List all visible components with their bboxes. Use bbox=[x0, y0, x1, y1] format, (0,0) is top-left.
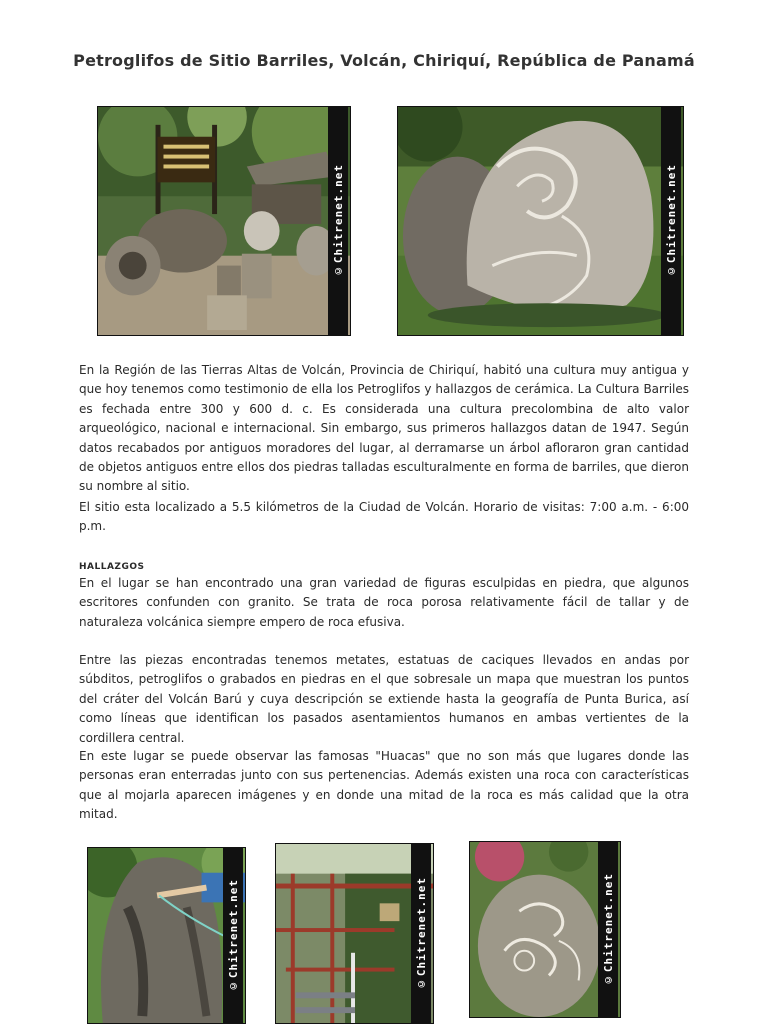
photo-wet-rock bbox=[87, 847, 246, 1024]
watermark-text: ©Chitrenet.net bbox=[331, 164, 345, 278]
findings-paragraph-2: Entre las piezas encontradas tenemos metates, estatuas de caciques llevados en andas por súbditos, petroglifos o grabados en piedras en el que sobresale un mapa que muestran los puntos del cráter del Volcán Barú y cuya descripción se extiende hasta la geografía de Punta Burica, así como líneas que identifican los pasados asentamientos humanos en ambas vertientes de la cordillera central. bbox=[79, 653, 689, 745]
findings-paragraph-3: En este lugar se puede observar las famosas "Huacas" que no son más que lugares donde las personas eran enterradas junto con sus pertenencias. Además existen una roca con características que al mojarla aparecen imágenes y en donde una mitad de la roca es más calidad que la otra mitad. bbox=[79, 749, 689, 822]
watermark bbox=[598, 842, 618, 1017]
watermark-text: ©Chitrenet.net bbox=[414, 876, 428, 991]
photo-petroglyph-boulder bbox=[397, 106, 684, 336]
petroglyph-boulder-image bbox=[398, 107, 683, 335]
photo-carved-stone bbox=[469, 841, 621, 1018]
watermark-text: ©Chitrenet.net bbox=[226, 878, 240, 993]
watermark bbox=[223, 848, 243, 1023]
photo-staircase bbox=[275, 843, 434, 1024]
watermark bbox=[661, 107, 681, 335]
watermark bbox=[411, 844, 431, 1023]
site-entrance-image bbox=[98, 107, 350, 335]
findings-paragraph-1: En el lugar se han encontrado una gran variedad de figuras esculpidas en piedra, que algunos escritores confunden con granito. Se trata de roca porosa relativamente fácil de tallar y de naturaleza volcánica siempre empero de roca efusiva. bbox=[79, 576, 689, 629]
watermark-text: ©Chitrenet.net bbox=[601, 872, 615, 987]
wet-rock-image bbox=[88, 848, 245, 1023]
staircase-image bbox=[276, 844, 433, 1023]
watermark bbox=[328, 107, 348, 335]
page-title: Petroglifos de Sitio Barriles, Volcán, Chiriquí, República de Panamá bbox=[73, 51, 695, 70]
location-paragraph: El sitio esta localizado a 5.5 kilómetros de la Ciudad de Volcán. Horario de visitas: 7:00 a.m. - 6:00 p.m. bbox=[79, 500, 689, 534]
photo-site-entrance bbox=[97, 106, 351, 336]
intro-paragraph: En la Región de las Tierras Altas de Volcán, Provincia de Chiriquí, habitó una cultura muy antigua y que hoy tenemos como testimonio de ella los Petroglifos y hallazgos de cerámica. La Cultura Barriles es fechada entre 300 y 600 d. c. Es considerada una cultura precolombina de alto valor arqueológico, nacional e internacional. Sin embargo, sus primeros hallazgos datan de 1947. Según datos recabados por antiguos moradores del lugar, al derramarse un árbol afloraron gran cantidad de objetos antiguos entre ellos dos piedras talladas esculturalmente en forma de barriles, que dieron su nombre al sitio. bbox=[79, 363, 689, 494]
watermark-text: ©Chitrenet.net bbox=[664, 164, 678, 278]
section-heading: HALLAZGOS bbox=[79, 562, 145, 572]
